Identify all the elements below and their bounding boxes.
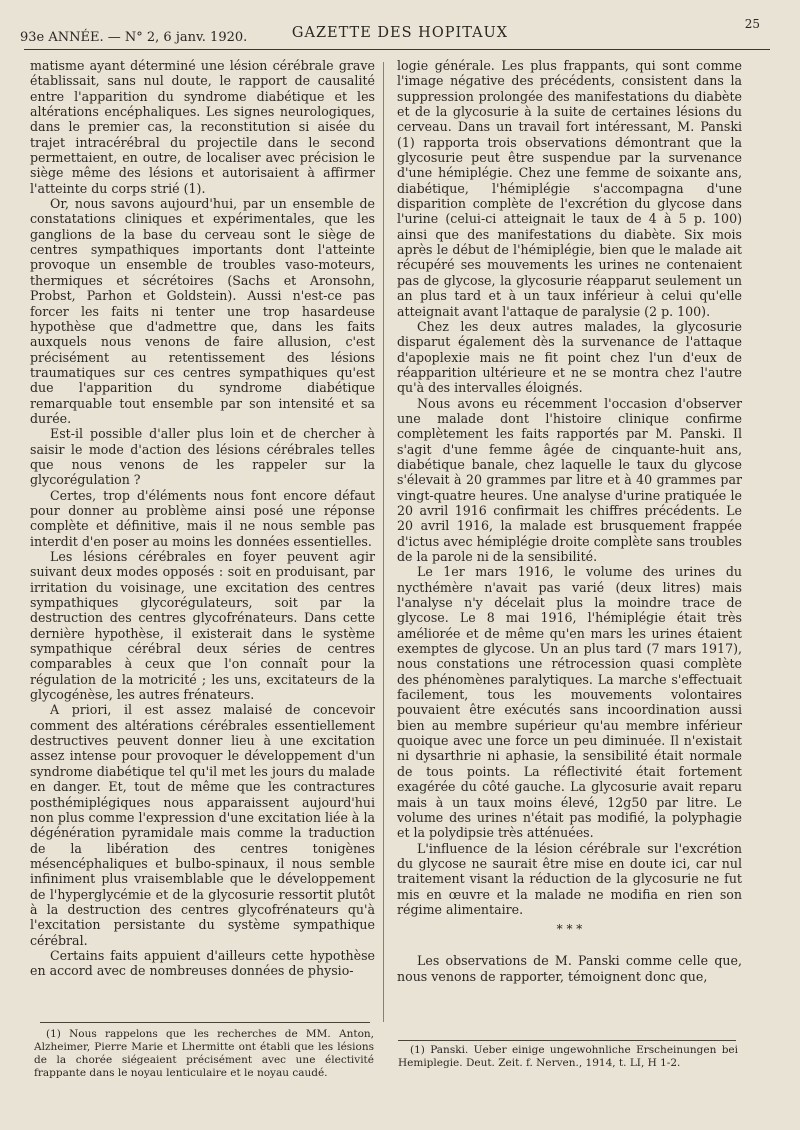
right-column <box>397 58 742 984</box>
footnote-text: (1) Panski. Ueber einige ungewohnliche Erscheinungen bei Hemiplegie. Deut. Zeit. f. Nerven., 1914, t. LI, H 1-2. <box>398 1044 738 1069</box>
paragraph: Chez les deux autres malades, la glycosurie disparut également dès la survenance de l'attaque d'apoplexie mais ne fit point chez l'un d'eux de réapparition ultérieure et ne se montra chez l'autre qu'à des intervalles éloignés. <box>397 318 742 396</box>
paragraph: L'influence de la lésion cérébrale sur l'excrétion du glycose ne saurait être mise en doute ici, car nul traitement visant la réduction de la glycosurie ne fut mis en œuvre et la malade ne modifia en rien son régime alimentaire. <box>397 840 742 917</box>
footnote-rule <box>398 1040 736 1041</box>
paragraph: Nous avons eu récemment l'occasion d'observer une malade dont l'histoire clinique confirme complètement les faits rapportés par M. Panski. Il s'agit d'une femme âgée de cinquante-huit ans, diabétique banale, chez laquelle le taux du glycose s'élevait à 20 grammes par litre et à 40 grammes par vingt-quatre heures. Une analyse d'urine pratiquée le 20 avril 1916 confirmait les chiffres précédents. Le 20 avril 1916, la malade est brusquement frappée d'ictus avec hémiplégie droite complète sans troubles de la parole ni de la sensibilité. <box>397 395 742 564</box>
right-footnote <box>398 1044 738 1070</box>
header-rule <box>24 49 770 50</box>
paragraph: Or, nous savons aujourd'hui, par un ensemble de constatations cliniques et expérimentales, que les ganglions de la base du cerveau sont le siège de centres sympathiques importants dont l'atteinte provoque un ensemble de troubles vaso-moteurs, thermiques et sécrétoires (Sachs et Aronsohn, Probst, Parhon et Goldstein). Aussi n'est-ce pas forcer les faits ni tenter une trop hasardeuse hypothèse que d'admettre que, dans les faits auxquels nous venons de faire allusion, c'est précisément au retentissement des lésions traumatiques sur ces centres sympathiques qu'est due l'apparition du syndrome diabétique remarquable tout ensemble par son intensité et sa durée. <box>30 196 375 426</box>
left-footnote <box>34 1028 374 1080</box>
paragraph: Certes, trop d'éléments nous font encore défaut pour donner au problème ainsi posé une réponse complète et définitive, mais il ne nous semble pas interdit d'en poser au moins les données essentielles. <box>30 487 375 549</box>
paragraph: Le 1er mars 1916, le volume des urines du nycthémère n'avait pas varié (deux litres) mais l'analyse n'y décelait plus la moindre trace de glycose. Le 8 mai 1916, l'hémiplégie était très améliorée et de même qu'en mars les urines étaient exemptes de glycose. Un an plus tard (7 mars 1917), nous constations une rétrocession quasi complète des phénomènes paralytiques. La marche s'effectuait facilement, tous les mouvements volontaires pouvaient être exécutés sans incoordination aussi bien au membre supérieur qu'au membre inférieur quoique avec une force un peu diminuée. Il n'existait ni dysarthrie ni aphasie, la sensibilité était normale de tous points. La réflectivité était fortement exagérée du côté gauche. La glycosurie avait reparu mais à un taux moins élevé, 12g50 par litre. Le volume des urines n'était pas modifié, la polyphagie et la polydipsie très atténuées. <box>397 564 742 841</box>
issue-info: 93e ANNÉE. — N° 2, 6 janv. 1920. <box>20 30 248 45</box>
section-separator: * * * <box>556 922 583 937</box>
footnote-text: (1) Nous rappelons que les recherches de MM. Anton, Alzheimer, Pierre Marie et Lhermitte ont établi que les lésions de la chorée siégeaient précisément avec une électivité frappante dans le noyau lenticulaire et le noyau caudé. <box>34 1028 374 1079</box>
page-number: 25 <box>744 17 760 31</box>
paragraph: matisme ayant déterminé une lésion cérébrale grave établissait, sans nul doute, le rapport de causalité entre l'apparition du syndrome diabétique et les altérations encéphaliques. Les signes neurologiques, dans le premier cas, la reconstitution si aisée du trajet intracérébral du projectile dans le second permettaient, en outre, de localiser avec précision le siège même des lésions et autorisaient à affirmer l'atteinte du corps strié (1). <box>30 58 375 196</box>
footnote-rule <box>40 1022 370 1023</box>
paragraph: A priori, il est assez malaisé de concevoir comment des altérations cérébrales essentiellement destructives peuvent donner lieu à une excitation assez intense pour provoquer le développement d'un syndrome diabétique tel qu'il met les jours du malade en danger. Et, tout de même que les contractures posthémiplégiques nous apparaissent aujourd'hui non plus comme l'expression d'une excitation liée à la dégénération pyramidale mais comme la traduction de la libération des centres tonigènes mésencéphaliques et bulbo-spinaux, il nous semble infiniment plus vraisemblable que le développement de l'hyperglycémie et de la glycosurie ressortit plutôt à la destruction des centres glycofrénateurs qu'à l'excitation persistante du système sympathique cérébral. <box>30 702 375 948</box>
paragraph: logie générale. Les plus frappants, qui sont comme l'image négative des précédents, consistent dans la suppression prolongée des manifestations du diabète et de la glycosurie à la suite de certaines lésions du cerveau. Dans un travail fort intéressant, M. Panski (1) rapporta trois observations démontrant que la glycosurie peut être suspendue par la survenance d'une hémiplégie. Chez une femme de soixante ans, diabétique, l'hémiplégie s'accompagna d'une disparition complète de l'excrétion du glycose dans l'urine (celui-ci atteignait le taux de 4 à 5 p. 100) ainsi que des manifestations du diabète. Six mois après le début de l'hémiplégie, bien que le malade ait récupéré ses mouvements les urines ne contenaient pas de glycose, la glycosurie réapparut seulement un an plus tard et à un taux inférieur à celui qu'elle atteignait avant l'attaque de paralysie (2 p. 100). <box>397 58 742 319</box>
journal-title: GAZETTE DES HOPITAUX <box>291 25 509 41</box>
paragraph: Les observations de M. Panski comme celle que, nous venons de rapporter, témoignent donc que, <box>397 953 742 984</box>
paragraph: Les lésions cérébrales en foyer peuvent agir suivant deux modes opposés : soit en produisant, par irritation du voisinage, une excitation des centres sympathiques glycorégulateurs, soit par la destruction des centres glycofrénateurs. Dans cette dernière hypothèse, il existerait dans le système sympathique cérébral deux séries de centres comparables à ceux que l'on connaît pour la régulation de la motricité ; les uns, excitateurs de la glycogénèse, les autres frénateurs. <box>30 549 375 703</box>
left-column <box>30 58 375 979</box>
paragraph: Est-il possible d'aller plus loin et de chercher à saisir le mode d'action des lésions cérébrales telles que nous venons de les rappeler sur la glycorégulation ? <box>30 426 375 488</box>
paragraph: Certains faits appuient d'ailleurs cette hypothèse en accord avec de nombreuses données de physio- <box>30 947 375 979</box>
column-divider <box>383 62 384 1022</box>
